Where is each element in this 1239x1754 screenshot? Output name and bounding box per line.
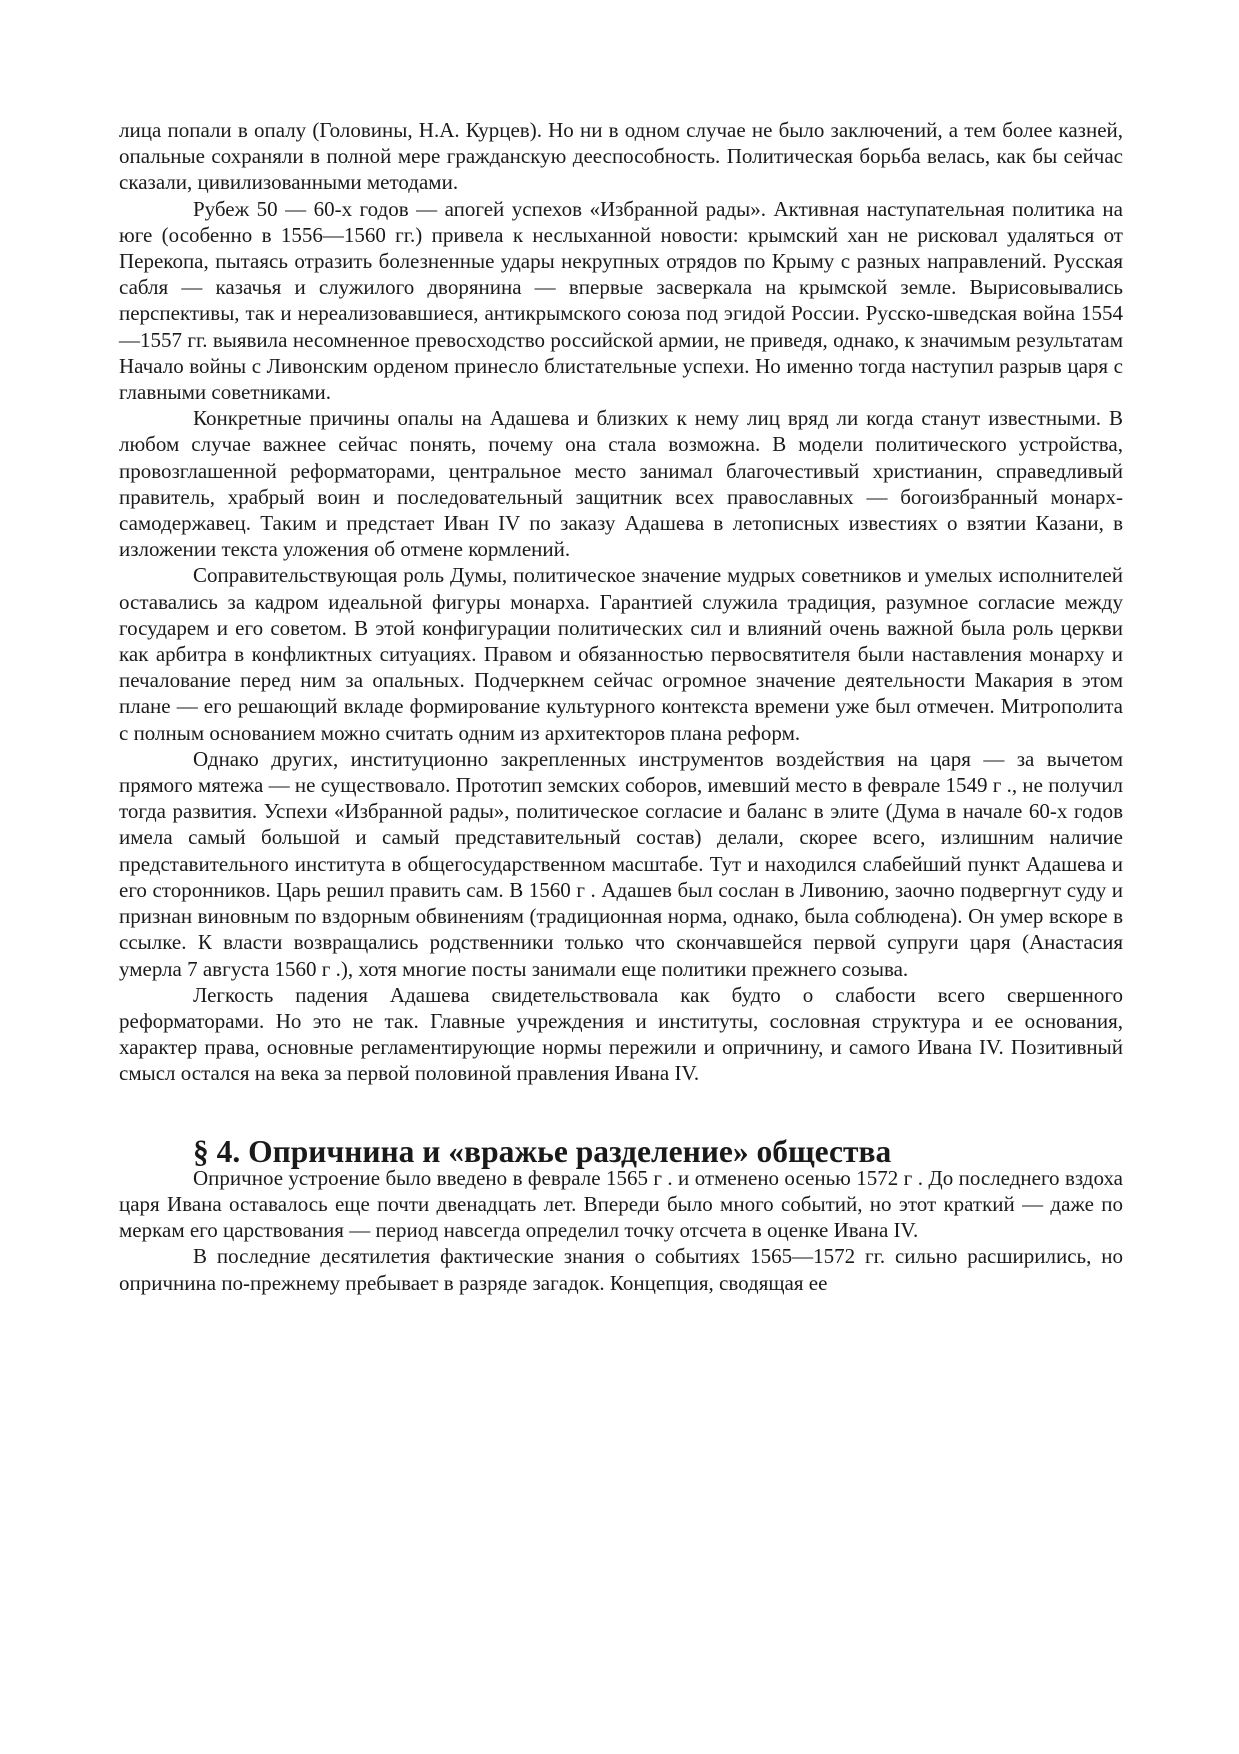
paragraph-8: В последние десятилетия фактические знания о событиях 1565—1572 гг. сильно расширились, но опричнина по-прежнему пребывает в разряде загадок. Концепция, сводящая ее — [119, 1244, 1123, 1295]
paragraph-2: Рубеж 50 — 60-х годов — апогей успехов «Избранной рады». Активная наступательная политика на юге (особенно в 1556—1560 гг.) привела к неслыханной новости: крымский хан не рисковал удаляться от Перекопа, пытаясь отразить болезненные удары некрупных отрядов по Крыму с разных направлений. Русская сабля — казачья и служилого дворянина — впервые засверкала на крымской земле. Вырисовывались перспективы, так и нереализовавшиеся, антикрымского союза под эгидой России. Русско-шведская война 1554—1557 гг. выявила несомненное превосходство российской армии, не приведя, однако, к значимым результатам Начало войны с Ливонским орденом принесло блистательные успехи. Но именно тогда наступил разрыв царя с главными советниками. — [119, 196, 1123, 405]
paragraph-1: лица попали в опалу (Головины, Н.А. Курцев). Но ни в одном случае не было заключений, а тем более казней, опальные сохраняли в полной мере гражданскую дееспособность. Политическая борьба велась, как бы сейчас сказали, цивилизованными методами. — [119, 118, 1123, 195]
paragraph-4: Соправительствующая роль Думы, политическое значение мудрых советников и умелых исполнителей оставались за кадром идеальной фигуры монарха. Гарантией служила традиция, разумное согласие между государем и его советом. В этой конфигурации политических сил и влияний очень важной была роль церкви как арбитра в конфликтных ситуациях. Правом и обязанностью первосвятителя были наставления монарху и печалование перед ним за опальных. Подчеркнем сейчас огромное значение деятельности Макария в этом плане — его решающий вкладе формирование культурного контекста времени уже был отмечен. Митрополита с полным основанием можно считать одним из архитекторов плана реформ. — [119, 563, 1123, 745]
paragraph-5: Однако других, институционно закрепленных инструментов воздействия на царя — за вычетом прямого мятежа — не существовало. Прототип земских соборов, имевший место в феврале 1549 г ., не получил тогда развития. Успехи «Избранной рады», политическое согласие и баланс в элите (Дума в начале 60-х годов имела самый большой и самый представительный состав) делали, скорее всего, излишним наличие представительного института в общегосударственном масштабе. Тут и находился слабейший пункт Адашева и его сторонников. Царь решил править сам. В 1560 г . Адашев был сослан в Ливонию, заочно подвергнут суду и признан виновным по вздорным обвинениям (традиционная норма, однако, была соблюдена). Он умер вскоре в ссылке. К власти возвращались родственники только что скончавшейся первой супруги царя (Анастасия умерла 7 августа 1560 г .), хотя многие посты занимали еще политики прежнего созыва. — [119, 746, 1123, 981]
paragraph-6: Легкость падения Адашева свидетельствовала как будто о слабости всего свершенного реформаторами. Но это не так. Главные учреждения и институты, сословная структура и ее основания, характер права, основные регламентирующие нормы пережили и опричнину, и самого Ивана IV. Позитивный смысл остался на века за первой половиной правления Ивана IV. — [119, 982, 1123, 1086]
section-heading: § 4. Опричнина и «вражье разделение» общества — [193, 1133, 892, 1169]
document-page — [119, 117, 1123, 1296]
paragraph-7: Опричное устроение было введено в феврале 1565 г . и отменено осенью 1572 г . До последнего вздоха царя Ивана оставалось еще почти двенадцать лет. Впереди было много событий, но этот краткий — даже по меркам его царствования — период навсегда определил точку отсчета в оценке Ивана IV. — [119, 1165, 1123, 1243]
paragraph-3: Конкретные причины опалы на Адашева и близких к нему лиц вряд ли когда станут известными. В любом случае важнее сейчас понять, почему она стала возможна. В модели политического устройства, провозглашенной реформаторами, центральное место занимал благочестивый христианин, справедливый правитель, храбрый воин и последовательный защитник всех православных — богоизбранный монарх-самодержавец. Таким и предстает Иван IV по заказу Адашева в летописных известиях о взятии Казани, в изложении текста уложения об отмене кормлений. — [119, 406, 1123, 562]
